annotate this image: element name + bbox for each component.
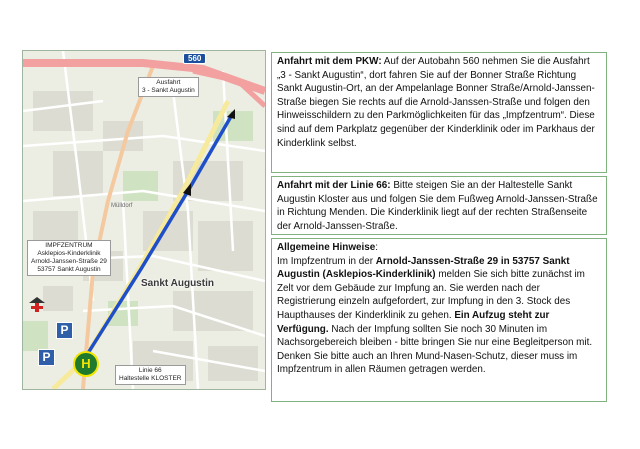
bus-text: Bitte steigen Sie an der Haltestelle Sankt Augustin Kloster aus und folgen Sie dem Fußweg Arnold-Janssen-Straße in Richtung Menden. Die Kinderklinik liegt auf der rechten Straßenseite der Arnold-Janssen-Straße. — [277, 180, 598, 232]
exit-label: Ausfahrt 3 - Sankt Augustin — [138, 77, 199, 97]
car-text: Auf der Autobahn 560 nehmen Sie die Ausfahrt „3 - Sankt Augustin“, dort fahren Sie auf der Bonner Straße Richtung Sankt Augustin-Ort, an der Ampelanlage Bonner Straße/Arnold-Janssen-Straße biegen Sie rechts auf die Arnold-Janssen-Straße und folgen den Hinweisschildern zu den Parkmöglichkeiten für das „Impfzentrum“. Diese sind auf dem Parkplatz gegenüber der Kinderklinik oder im Parkhaus der Kinderklink selbst. — [277, 56, 595, 149]
car-directions-box — [271, 52, 607, 173]
car-heading: Anfahrt mit dem PKW: — [277, 56, 382, 67]
general-heading: Allgemeine Hinweise — [277, 242, 376, 253]
map-panel[interactable] — [22, 50, 266, 390]
elevator-note: Ein Aufzug steht zur Verfügung. — [277, 309, 550, 335]
parking-icon-1: P — [56, 322, 73, 339]
address-highlight: Arnold-Janssen-Straße 29 in 53757 Sankt Augustin (Asklepios-Kinderklinik) — [277, 255, 570, 281]
hospital-icon — [29, 297, 45, 313]
bus-stop-icon: H — [73, 351, 99, 377]
highway-number-badge: 560 — [183, 53, 206, 64]
district-label: Mülldorf — [111, 203, 133, 209]
bus-directions-box — [271, 176, 607, 235]
general-notes-box: Allgemeine Hinweise: Im Impfzentrum in der Arnold-Janssen-Straße 29 in 53757 Sankt Augustin (Asklepios-Kinderklinik) melden Sie sich bitte zunächst im Zelt vor dem Gebäude zur Impfung an. Sie werden nach der Registrierung einzeln aufgefordert, zur Impfung in den 3. Stock des Haupthauses der Kinderklinik zu gehen. Ein Aufzug steht zur Verfügung. Nach der Impfung sollten Sie noch 30 Minuten im Nachsorgebereich bleiben - bitte bringen Sie nur eine Begleitperson mit. Denken Sie bitte auch an Ihren Mund-Nasen-Schutz, dieser muss im Impfzentrum in allen Räumen getragen werden. — [271, 238, 607, 402]
parking-icon-2: P — [38, 349, 55, 366]
bus-heading: Anfahrt mit der Linie 66: — [277, 180, 391, 191]
vaccination-center-label: IMPFZENTRUM Asklepios-Kinderklinik Arnold-Janssen-Straße 29 53757 Sankt Augustin — [27, 240, 111, 276]
bus-stop-label: Linie 66 Haltestelle KLOSTER — [115, 365, 186, 385]
town-label: Sankt Augustin — [141, 278, 214, 289]
